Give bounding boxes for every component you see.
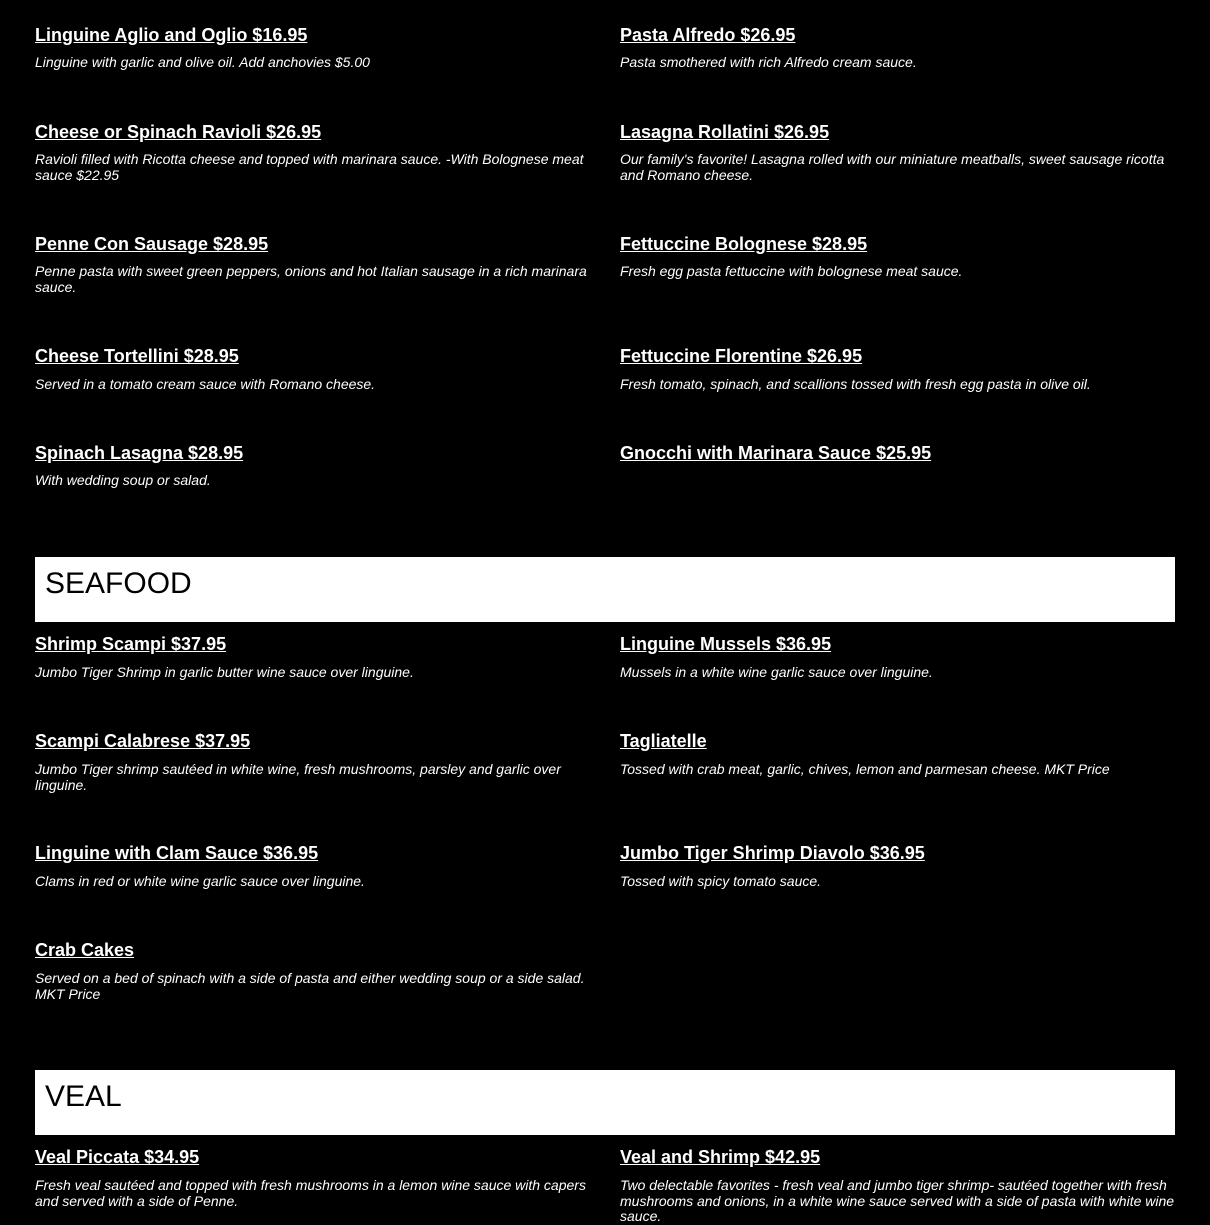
section-header-veal <box>35 1070 1175 1135</box>
menu-item-pasta-alfredo <box>620 24 1175 71</box>
menu-item-title[interactable]: Penne Con Sausage $28.95 <box>35 234 269 254</box>
menu-item-title[interactable]: Spinach Lasagna $28.95 <box>35 443 244 463</box>
menu-item-description: With wedding soup or salad. <box>35 472 211 488</box>
menu-item-fettuccine-florentine <box>620 345 1175 393</box>
menu-item-description: Penne pasta with sweet green peppers, onions and hot Italian sausage in a rich marinara sauce. <box>35 263 587 295</box>
menu-item-description: Pasta smothered with rich Alfredo cream sauce. <box>620 54 917 70</box>
menu-item-crab-cakes <box>35 939 595 1002</box>
menu-item-description: Jumbo Tiger shrimp sautéed in white wine, fresh mushrooms, parsley and garlic over linguine. <box>35 761 561 793</box>
menu-item-fettuccine-bolognese <box>620 233 1175 280</box>
menu-item-spinach-lasagna <box>35 442 595 489</box>
menu-item-title[interactable]: Veal Piccata $34.95 <box>35 1147 200 1167</box>
menu-item-title[interactable]: Gnocchi with Marinara Sauce $25.95 <box>620 443 932 463</box>
menu-item-cheese-tortellini <box>35 345 595 393</box>
section-heading: SEAFOOD <box>45 567 192 600</box>
menu-item-title[interactable]: Linguine with Clam Sauce $36.95 <box>35 843 319 863</box>
menu-item-description: Clams in red or white wine garlic sauce over linguine. <box>35 873 365 889</box>
menu-item-title[interactable]: Pasta Alfredo $26.95 <box>620 25 796 45</box>
menu-item-penne-sausage <box>35 233 595 295</box>
menu-item-title[interactable]: Veal and Shrimp $42.95 <box>620 1147 821 1167</box>
menu-item-lasagna-rollatini <box>620 121 1175 183</box>
menu-item-tagliatelle <box>620 730 1175 778</box>
menu-item-description: Ravioli filled with Ricotta cheese and topped with marinara sauce. -With Bolognese meat sauce $22.95 <box>35 151 584 183</box>
menu-item-description: Our family's favorite! Lasagna rolled with our miniature meatballs, sweet sausage ricotta and Romano cheese. <box>620 151 1165 183</box>
menu-item-scampi-calabrese <box>35 730 595 793</box>
menu-item-description: Jumbo Tiger Shrimp in garlic butter wine sauce over linguine. <box>35 664 414 680</box>
menu-item-veal-shrimp <box>620 1146 1180 1225</box>
menu-item-veal-piccata <box>35 1146 595 1209</box>
menu-item-title[interactable]: Linguine Mussels $36.95 <box>620 634 832 654</box>
menu-item-title[interactable]: Tagliatelle <box>620 731 707 751</box>
menu-item-title[interactable]: Lasagna Rollatini $26.95 <box>620 122 830 142</box>
menu-item-linguine-aglio <box>35 24 595 71</box>
menu-item-shrimp-diavolo <box>620 842 1175 890</box>
menu-item-description: Fresh egg pasta fettuccine with bolognese meat sauce. <box>620 263 963 279</box>
menu-item-title[interactable]: Fettuccine Florentine $26.95 <box>620 346 863 366</box>
menu-item-title[interactable]: Linguine Aglio and Oglio $16.95 <box>35 25 308 45</box>
menu-item-description: Mussels in a white wine garlic sauce over linguine. <box>620 664 933 680</box>
section-heading: VEAL <box>45 1080 122 1113</box>
menu-item-description: Fresh veal sautéed and topped with fresh mushrooms in a lemon wine sauce with capers and served with a side of Penne. <box>35 1177 586 1209</box>
section-header-seafood <box>35 557 1175 622</box>
menu-item-description: Served on a bed of spinach with a side of pasta and either wedding soup or a side salad. MKT Price <box>35 970 585 1002</box>
menu-item-clam-sauce <box>35 842 595 890</box>
menu-item-title[interactable]: Crab Cakes <box>35 940 135 960</box>
menu-item-shrimp-scampi <box>35 633 595 681</box>
menu-item-title[interactable]: Scampi Calabrese $37.95 <box>35 731 251 751</box>
menu-item-description: Two delectable favorites - fresh veal and jumbo tiger shrimp- sautéed together with fresh mushrooms and onions, in a white wine sauce served with a side of pasta with white wine sauce. <box>620 1177 1175 1224</box>
menu-item-description: Tossed with spicy tomato sauce. <box>620 873 822 889</box>
menu-item-title[interactable]: Fettuccine Bolognese $28.95 <box>620 234 868 254</box>
menu-item-title[interactable]: Shrimp Scampi $37.95 <box>35 634 227 654</box>
menu-item-description: Linguine with garlic and olive oil. Add anchovies $5.00 <box>35 54 370 70</box>
menu-item-description: Fresh tomato, spinach, and scallions tossed with fresh egg pasta in olive oil. <box>620 376 1091 392</box>
menu-item-description: Tossed with crab meat, garlic, chives, lemon and parmesan cheese. MKT Price <box>620 761 1110 777</box>
menu-item-ravioli <box>35 121 595 183</box>
menu-item-title[interactable]: Jumbo Tiger Shrimp Diavolo $36.95 <box>620 843 925 863</box>
menu-item-title[interactable]: Cheese Tortellini $28.95 <box>35 346 239 366</box>
menu-item-title[interactable]: Cheese or Spinach Ravioli $26.95 <box>35 122 322 142</box>
menu-item-description: Served in a tomato cream sauce with Romano cheese. <box>35 376 376 392</box>
menu-item-linguine-mussels <box>620 633 1175 681</box>
menu-item-gnocchi <box>620 442 1175 464</box>
